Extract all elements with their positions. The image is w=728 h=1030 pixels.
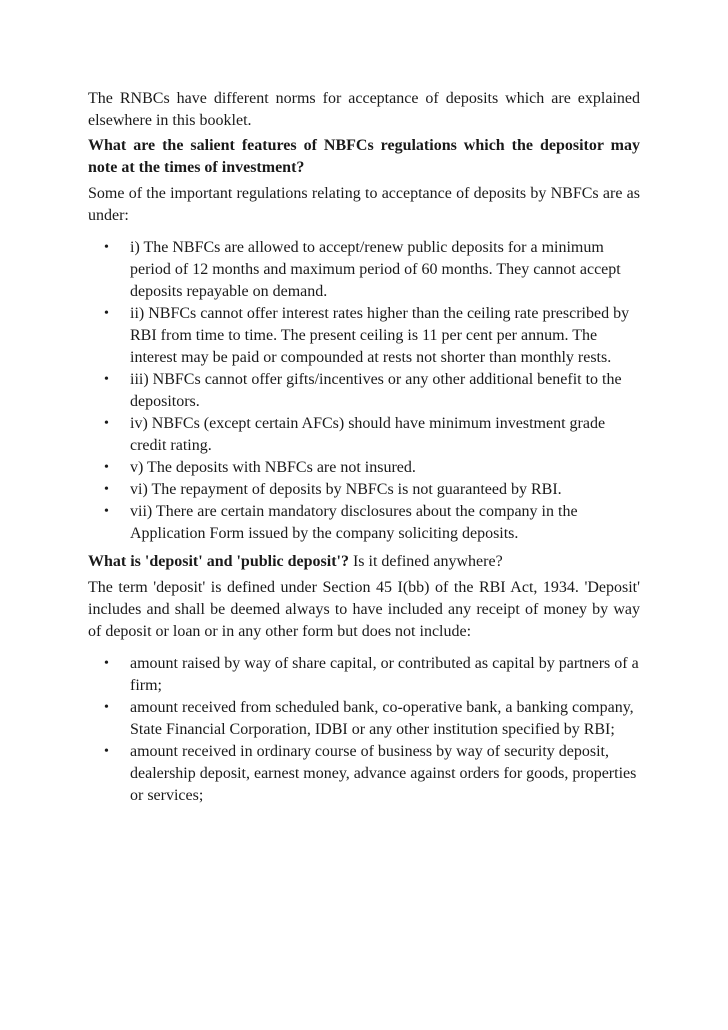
- intro-paragraph: The RNBCs have different norms for acceptance of deposits which are explained elsewhere in this booklet.: [88, 90, 640, 129]
- list-item: [104, 237, 640, 303]
- bullet-icon: •: [104, 656, 109, 671]
- list-item: [104, 457, 640, 479]
- list-item-text: amount received in ordinary course of business by way of security deposit, dealership deposit, earnest money, advance against orders for goods, properties or services;: [130, 743, 637, 804]
- list-item-text: i) The NBFCs are allowed to accept/renew public deposits for a minimum period of 12 months and maximum period of 60 months. They cannot accept deposits repayable on demand.: [130, 239, 621, 300]
- question-salient-features: What are the salient features of NBFCs regulations which the depositor may note at the times of investment?: [88, 137, 640, 176]
- exclusions-list: [88, 653, 640, 807]
- question-deposit-definition: [88, 551, 640, 573]
- list-item: [104, 369, 640, 413]
- list-item-text: iv) NBFCs (except certain AFCs) should have minimum investment grade credit rating.: [130, 415, 606, 454]
- list-item-text: ii) NBFCs cannot offer interest rates higher than the ceiling rate prescribed by RBI from time to time. The present ceiling is 11 per cent per annum. The interest may be paid or compounded at rests not shorter than monthly rests.: [130, 305, 630, 366]
- document-page: [88, 88, 640, 807]
- bullet-icon: •: [104, 460, 109, 475]
- list-item-text: vi) The repayment of deposits by NBFCs is not guaranteed by RBI.: [130, 481, 562, 498]
- list-item-text: iii) NBFCs cannot offer gifts/incentives or any other additional benefit to the depositors.: [130, 371, 622, 410]
- list-item-text: amount received from scheduled bank, co-operative bank, a banking company, State Financial Corporation, IDBI or any other institution specified by RBI;: [130, 699, 634, 738]
- list-item: [104, 303, 640, 369]
- list-item: [104, 501, 640, 545]
- regulations-list: [88, 237, 640, 545]
- list-item-text: v) The deposits with NBFCs are not insured.: [130, 459, 416, 476]
- question-deposit-rest: Is it defined anywhere?: [348, 553, 503, 570]
- list-item: [104, 479, 640, 501]
- list-item: [104, 741, 640, 807]
- bullet-icon: •: [104, 240, 109, 255]
- deposit-definition-paragraph: The term 'deposit' is defined under Section 45 I(bb) of the RBI Act, 1934. 'Deposit' includes and shall be deemed always to have included any receipt of money by way of deposit or loan or in any other form but does not include:: [88, 579, 640, 640]
- bullet-icon: •: [104, 416, 109, 431]
- bullet-icon: •: [104, 700, 109, 715]
- bullet-icon: •: [104, 504, 109, 519]
- list-item-text: amount raised by way of share capital, or contributed as capital by partners of a firm;: [130, 655, 639, 694]
- regulations-lead-paragraph: Some of the important regulations relating to acceptance of deposits by NBFCs are as under:: [88, 185, 640, 224]
- list-item: [104, 697, 640, 741]
- list-item: [104, 413, 640, 457]
- bullet-icon: •: [104, 482, 109, 497]
- list-item-text: vii) There are certain mandatory disclosures about the company in the Application Form issued by the company soliciting deposits.: [130, 503, 578, 542]
- list-item: [104, 653, 640, 697]
- bullet-icon: •: [104, 372, 109, 387]
- question-deposit-bold: What is 'deposit' and 'public deposit'?: [88, 553, 349, 570]
- bullet-icon: •: [104, 744, 109, 759]
- bullet-icon: •: [104, 306, 109, 321]
